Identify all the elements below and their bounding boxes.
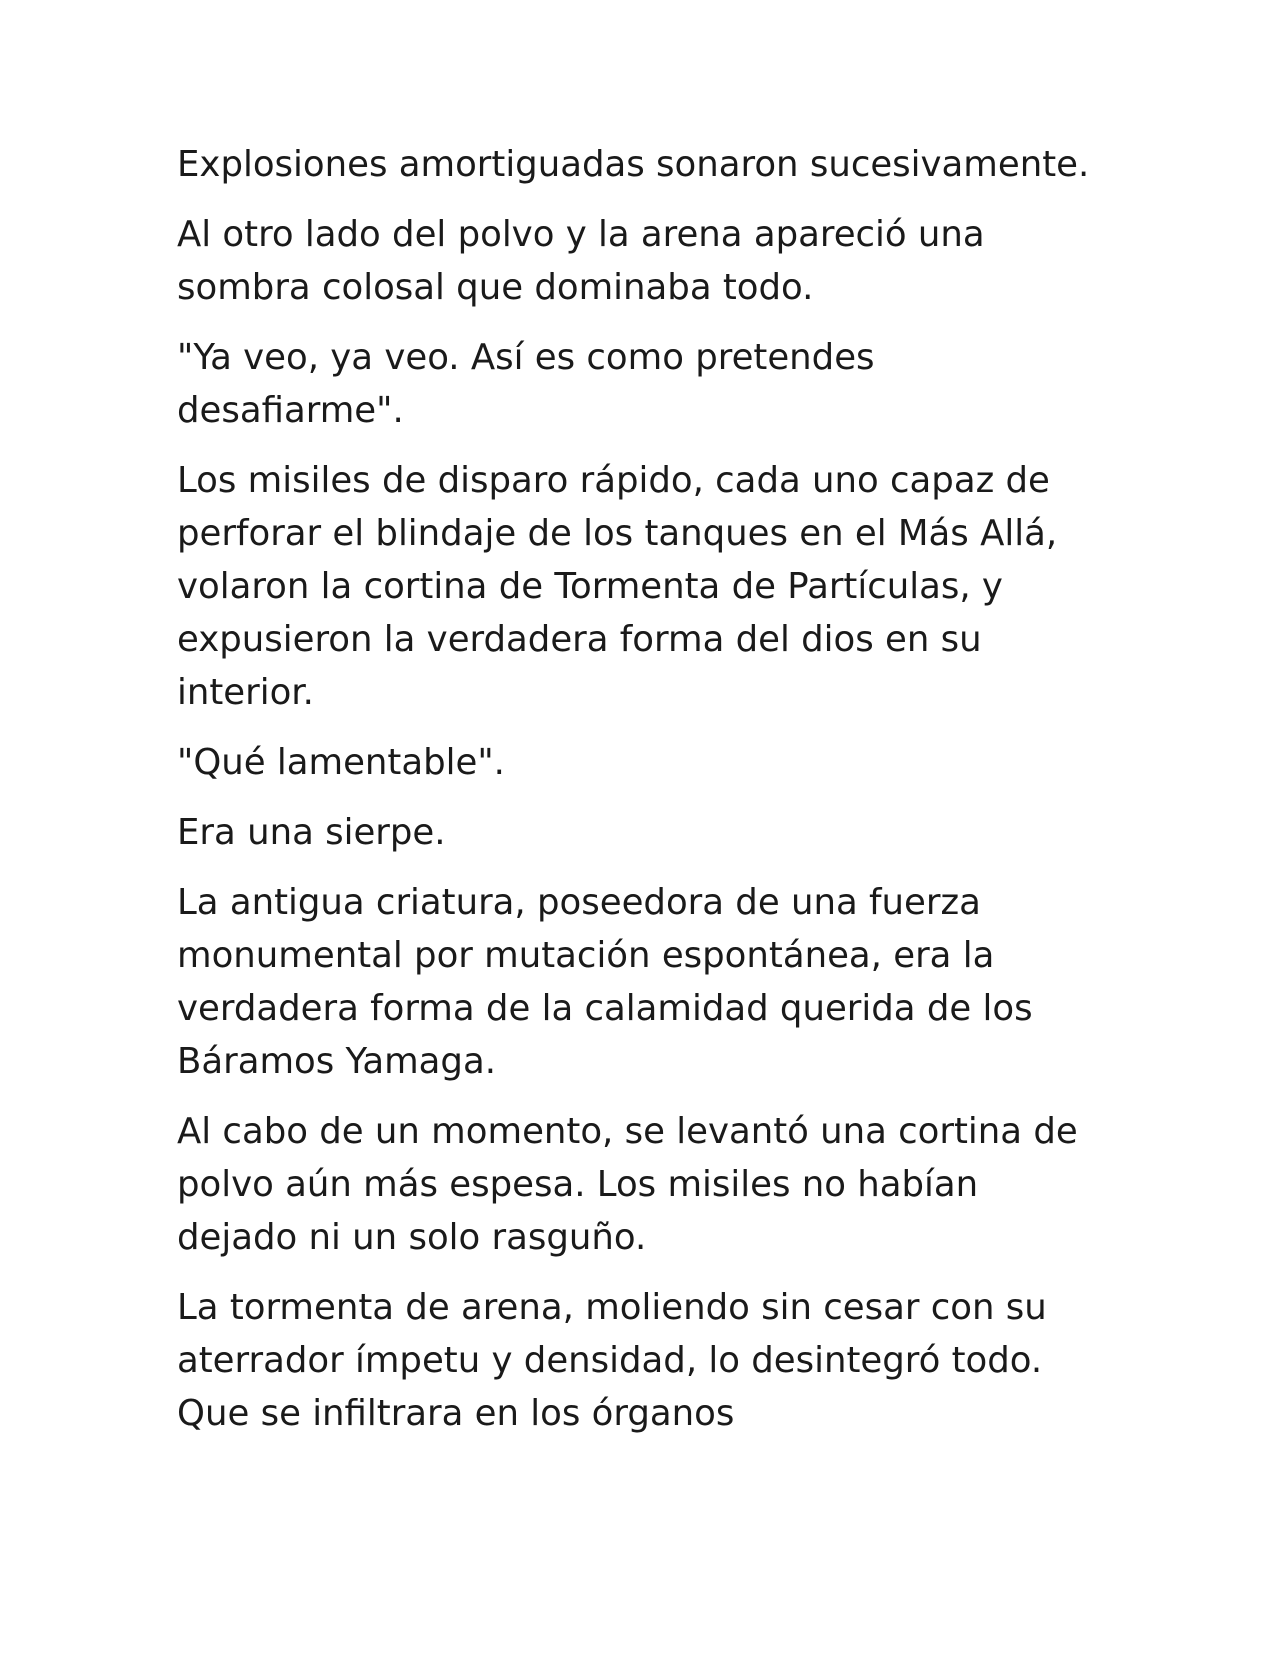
paragraph-2: Al otro lado del polvo y la arena apareció una sombra colosal que dominaba todo. [177, 214, 985, 308]
paragraph-7: La antigua criatura, poseedora de una fuerza monumental por mutación espontánea, era la verdadera forma de la calamidad querida de los Báramos Yamaga. [177, 882, 1033, 1082]
paragraph-3: "Ya veo, ya veo. Así es como pretendes desafiarme". [177, 337, 875, 431]
paragraph-6: Era una sierpe. [177, 812, 446, 853]
paragraph-8: Al cabo de un momento, se levantó una cortina de polvo aún más espesa. Los misiles no habían dejado ni un solo rasguño. [177, 1111, 1078, 1258]
paragraph-1: Explosiones amortiguadas sonaron sucesivamente. [177, 144, 1090, 185]
document-page [177, 138, 1107, 1457]
paragraph-4: Los misiles de disparo rápido, cada uno capaz de perforar el blindaje de los tanques en el Más Allá, volaron la cortina de Tormenta de Partículas, y expusieron la verdadera forma del dios en su interior. [177, 460, 1058, 713]
paragraph-5: "Qué lamentable". [177, 742, 505, 783]
paragraph-9: La tormenta de arena, moliendo sin cesar con su aterrador ímpetu y densidad, lo desintegró todo. Que se infiltrara en los órganos [177, 1287, 1047, 1434]
